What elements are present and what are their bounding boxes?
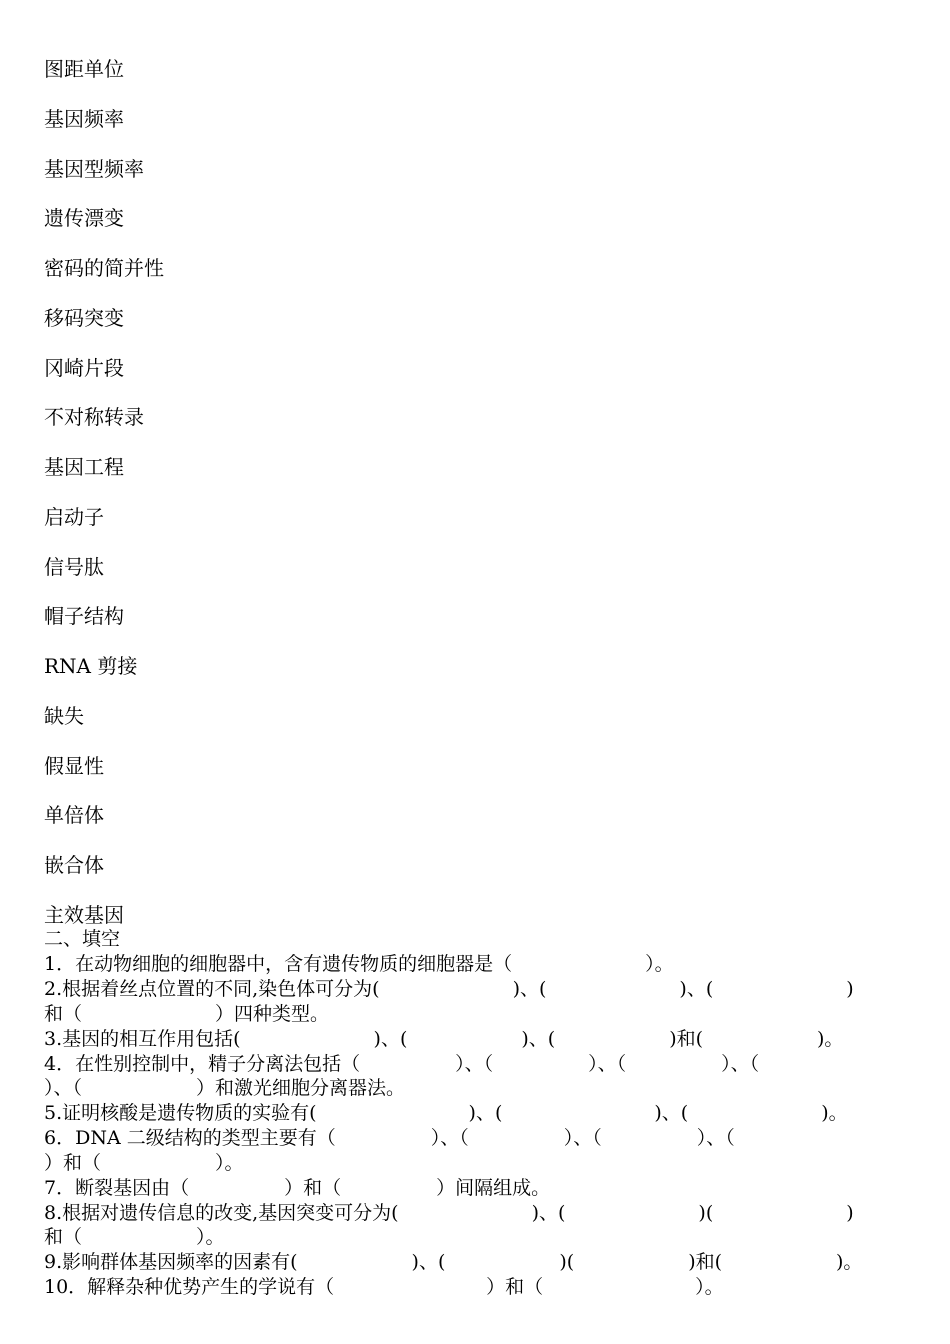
- term-item: 信号肽: [44, 555, 104, 579]
- term-item: 启动子: [44, 505, 104, 529]
- question-line: 2.根据着丝点位置的不同,染色体可分为( )、( )、( ): [44, 978, 854, 1000]
- question-line: 10．解释杂种优势产生的学说有（ ）和（ ）。: [44, 1276, 724, 1298]
- term-item: RNA 剪接: [44, 654, 138, 678]
- term-item: 冈崎片段: [44, 356, 124, 380]
- term-item: 移码突变: [44, 306, 124, 330]
- section-title: 二、填空: [44, 928, 121, 950]
- term-item: 缺失: [44, 704, 84, 728]
- question-line: ）、（ ）和激光细胞分离器法。: [44, 1077, 406, 1099]
- term-item: 基因型频率: [44, 157, 144, 181]
- term-item: 假显性: [44, 754, 104, 778]
- question-line: 4．在性别控制中，精子分离法包括（ ）、（ ）、（ ）、（: [44, 1053, 760, 1075]
- term-item: 单倍体: [44, 803, 104, 827]
- question-line: 8.根据对遗传信息的改变,基因突变可分为( )、( )( ): [44, 1202, 854, 1224]
- term-item: 密码的简并性: [44, 256, 164, 280]
- question-line: 和（ ）。: [44, 1226, 225, 1248]
- question-line: 6．DNA 二级结构的类型主要有（ ）、（ ）、（ ）、（: [44, 1127, 735, 1149]
- term-item: 图距单位: [44, 57, 124, 81]
- question-line: 9.影响群体基因频率的因素有( )、( )( )和( )。: [44, 1251, 863, 1273]
- term-item: 嵌合体: [44, 853, 104, 877]
- term-item: 帽子结构: [44, 604, 124, 628]
- question-line: 3.基因的相互作用包括( )、( )、( )和( )。: [44, 1028, 844, 1050]
- term-item: 主效基因: [44, 903, 124, 927]
- term-item: 遗传漂变: [44, 206, 124, 230]
- question-line: 5.证明核酸是遗传物质的实验有( )、( )、( )。: [44, 1102, 848, 1124]
- term-item: 基因频率: [44, 107, 124, 131]
- question-line: 和（ ）四种类型。: [44, 1003, 330, 1025]
- question-line: 7．断裂基因由（ ）和（ ）间隔组成。: [44, 1177, 551, 1199]
- question-line: 1．在动物细胞的细胞器中，含有遗传物质的细胞器是（ ）。: [44, 953, 674, 975]
- term-item: 不对称转录: [44, 405, 144, 429]
- question-line: ）和（ ）。: [44, 1152, 244, 1174]
- term-item: 基因工程: [44, 455, 124, 479]
